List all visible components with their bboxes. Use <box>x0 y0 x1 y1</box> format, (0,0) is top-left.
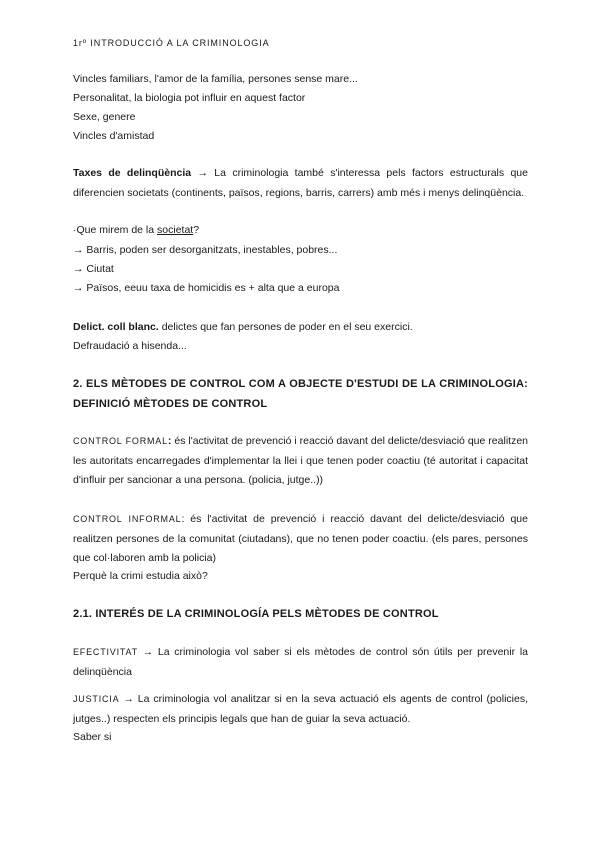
taxes-arrow: → <box>197 167 208 179</box>
control-formal-term: CONTROL FORMAL <box>73 436 168 446</box>
page-header: 1rº INTRODUCCIÓ A LA CRIMINOLOGIA <box>73 38 270 48</box>
section-2-1-heading: 2.1. INTERÉS DE LA CRIMINOLOGÍA PELS MÈTODES DE CONTROL <box>73 608 439 620</box>
taxes-item-3: → Països, eeuu taxa de homicidis es + alta que a europa <box>73 282 340 294</box>
justicia-term: JUSTICIA <box>73 694 120 704</box>
justicia-line-2: Saber si <box>73 731 112 743</box>
taxes-term: Taxes de delinqüència <box>73 167 192 179</box>
intro-line-3: Sexe, genere <box>73 111 136 123</box>
societat-link: societat <box>157 224 194 236</box>
control-informal-paragraph: CONTROL INFORMAL: és l'activitat de prevenció i reacció davant del delicte/desviació que realitzen persones de la comunitat (ciutadans), que no tenen poder coactiu. (els pares, persones que col·laboren amb la policia) <box>73 513 528 564</box>
delict-line-2: Defraudació a hisenda... <box>73 340 187 352</box>
taxes-item-1: → Barris, poden ser desorganitzats, inestables, pobres... <box>73 244 338 256</box>
taxes-item-2: → Ciutat <box>73 263 114 275</box>
taxes-paragraph <box>73 164 528 203</box>
intro-line-1: Vincles familiars, l'amor de la família, persones sense mare... <box>73 73 358 85</box>
efectivitat-paragraph: EFECTIVITAT → La criminologia vol saber si els mètodes de control són útils per prevenir la delinqüència <box>73 646 528 678</box>
taxes-text: La criminologia també s'interessa pels factors estructurals que diferencien societats (continents, països, regions, barris, carrers) amb més i menys delinqüència. <box>73 167 528 199</box>
justicia-paragraph: JUSTICIA → La criminologia vol analitzar si en la seva actuació els agents de control (policies, jutges..) respecten els principis legals que han de guiar la seva actuació. <box>73 693 528 725</box>
intro-line-4: Vincles d'amistad <box>73 130 155 142</box>
delict-line: Delict. coll blanc. delictes que fan persones de poder en el seu exercici. <box>73 321 413 333</box>
control-formal-paragraph: CONTROL FORMAL: és l'activitat de prevenció i reacció davant del delicte/desviació que realitzen les autoritats encarregades d'implementar la llei i que tenen poder coactiu (té autoritat i capacitat d'influir per sancionar a una persona. (policia, jutge..)) <box>73 435 528 486</box>
section-2-heading: 2. ELS MÈTODES DE CONTROL COM A OBJECTE D'ESTUDI DE LA CRIMINOLOGIA: DEFINICIÓ MÈTODES DE CONTROL <box>73 378 528 410</box>
control-informal-term: CONTROL INFORMAL <box>73 514 182 524</box>
efectivitat-term: EFECTIVITAT <box>73 647 138 657</box>
taxes-question: ·Que mirem de la societat? <box>73 224 200 236</box>
control-informal-question: Perquè la crimi estudia això? <box>73 570 208 582</box>
intro-line-2: Personalitat, la biologia pot influir en aquest factor <box>73 92 306 104</box>
delict-term: Delict. coll blanc. <box>73 321 159 333</box>
